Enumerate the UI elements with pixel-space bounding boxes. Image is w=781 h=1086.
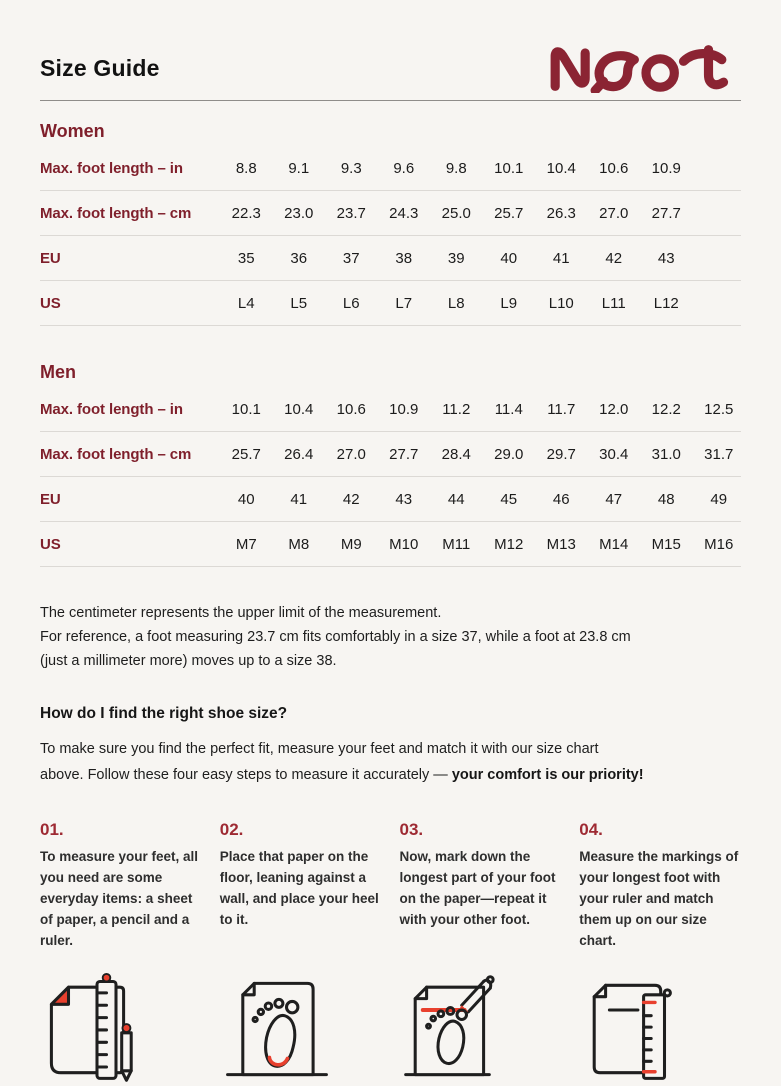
size-cell: M16 <box>704 535 734 553</box>
row-label: EU <box>40 249 61 267</box>
naot-logo-wordmark <box>541 43 741 93</box>
size-cell: M7 <box>235 535 257 553</box>
size-cell: 28.4 <box>441 445 471 463</box>
size-cell: 40 <box>500 249 518 267</box>
size-cell: 12.5 <box>704 400 734 418</box>
row-cells <box>220 491 745 508</box>
row-cells <box>220 446 745 463</box>
men-heading: Men <box>40 362 76 382</box>
row-label: US <box>40 294 61 312</box>
women-section <box>40 121 741 326</box>
row-label: EU <box>40 490 61 508</box>
size-cell: 9.6 <box>393 159 415 177</box>
size-cell: M11 <box>442 535 471 553</box>
size-cell: 22.3 <box>231 204 261 222</box>
size-cell: 10.9 <box>389 400 419 418</box>
size-cell: 10.1 <box>494 159 524 177</box>
size-cell: 10.9 <box>651 159 681 177</box>
size-cell: L9 <box>500 294 518 312</box>
step-text: To measure your feet, all you need are some everyday items: a sheet of paper, a pencil and a ruler. <box>40 849 199 948</box>
size-cell: 44 <box>447 490 465 508</box>
step-2 <box>220 820 382 951</box>
size-cell: 31.7 <box>704 445 734 463</box>
size-row <box>40 281 741 326</box>
size-cell: 37 <box>342 249 360 267</box>
header-divider <box>40 100 741 101</box>
size-cell: L12 <box>653 294 679 312</box>
size-cell: 12.0 <box>599 400 629 418</box>
size-cell: 46 <box>552 490 570 508</box>
size-row <box>40 191 741 236</box>
size-cell: L5 <box>290 294 308 312</box>
size-cell: 25.7 <box>494 204 524 222</box>
size-cell: 43 <box>395 490 413 508</box>
ruler-match-icon <box>579 969 741 1086</box>
row-cells <box>220 401 745 418</box>
step-text: Now, mark down the longest part of your foot on the paper—repeat it with your other foot. <box>399 849 556 927</box>
howto-intro-bold: your comfort is our priority! <box>451 767 644 783</box>
size-cell: 41 <box>552 249 570 267</box>
size-cell: 9.3 <box>340 159 362 177</box>
step-number: 01. <box>40 820 64 839</box>
size-row <box>40 387 741 432</box>
size-cell: 42 <box>342 490 360 508</box>
size-cell: 9.1 <box>288 159 310 177</box>
row-label: Max. foot length – in <box>40 159 183 177</box>
step-text: Measure the markings of your longest foot with your ruler and match them up on our size chart. <box>579 849 739 948</box>
howto-heading: How do I find the right shoe size? <box>40 705 288 722</box>
row-label: US <box>40 535 61 553</box>
size-cell: 10.6 <box>336 400 366 418</box>
naot-logo <box>541 43 741 93</box>
size-cell: 10.1 <box>231 400 261 418</box>
howto-intro-line1: To make sure you find the perfect fit, measure your feet and match it with our size chart <box>40 741 599 757</box>
size-cell: 48 <box>657 490 675 508</box>
row-cells <box>220 250 693 267</box>
size-row <box>40 146 741 191</box>
women-heading: Women <box>40 121 105 141</box>
size-cell: 10.4 <box>284 400 314 418</box>
howto-intro-line2: above. Follow these four easy steps to measure it accurately — <box>40 767 452 783</box>
size-cell: 24.3 <box>389 204 419 222</box>
size-row <box>40 432 741 477</box>
step-1 <box>40 820 202 951</box>
size-cell: 35 <box>237 249 255 267</box>
howto-intro <box>40 736 741 788</box>
size-cell: 25.7 <box>231 445 261 463</box>
row-cells <box>220 295 693 312</box>
size-cell: 11.2 <box>442 400 471 418</box>
size-cell: 26.4 <box>284 445 314 463</box>
note-line: For reference, a foot measuring 23.7 cm fits comfortably in a size 37, while a foot at 23.8 cm <box>40 629 631 645</box>
size-cell: 49 <box>710 490 728 508</box>
size-cell: M13 <box>546 535 576 553</box>
size-cell: 23.0 <box>284 204 314 222</box>
size-cell: 47 <box>605 490 623 508</box>
size-cell: 25.0 <box>441 204 471 222</box>
step-number: 03. <box>399 820 424 839</box>
size-cell: 30.4 <box>599 445 629 463</box>
women-size-table <box>40 146 741 326</box>
paper-ruler-pencil-icon <box>40 969 202 1086</box>
size-cell: 42 <box>605 249 623 267</box>
size-cell: M15 <box>651 535 681 553</box>
step-number: 02. <box>219 820 244 839</box>
size-cell: 10.4 <box>546 159 576 177</box>
note-line: (just a millimeter more) moves up to a size 38. <box>40 653 337 669</box>
page-header <box>40 44 741 92</box>
size-cell: M10 <box>389 535 419 553</box>
size-cell: 27.0 <box>336 445 366 463</box>
size-cell: L8 <box>447 294 465 312</box>
men-section <box>40 362 741 567</box>
row-cells <box>220 160 693 177</box>
size-cell: 38 <box>395 249 413 267</box>
size-row <box>40 477 741 522</box>
size-cell: M8 <box>288 535 310 553</box>
steps-row <box>40 820 741 951</box>
note-paragraph <box>40 601 741 673</box>
size-cell: 29.7 <box>546 445 576 463</box>
row-label: Max. foot length – cm <box>40 204 192 222</box>
mark-foot-pencil-icon <box>400 969 562 1086</box>
men-size-table <box>40 387 741 567</box>
size-cell: 8.8 <box>235 159 257 177</box>
step-text: Place that paper on the floor, leaning against a wall, and place your heel to it. <box>219 849 379 927</box>
note-line: The centimeter represents the upper limit of the measurement. <box>40 605 442 621</box>
size-cell: 27.7 <box>389 445 419 463</box>
size-cell: L10 <box>548 294 574 312</box>
size-row <box>40 522 741 567</box>
size-cell: 40 <box>237 490 255 508</box>
size-cell: 23.7 <box>336 204 366 222</box>
step-icons-row <box>40 969 741 1086</box>
page-title: Size Guide <box>40 54 160 81</box>
row-cells <box>220 205 693 222</box>
size-cell: 12.2 <box>651 400 681 418</box>
size-cell: 27.7 <box>651 204 681 222</box>
size-cell: L4 <box>237 294 255 312</box>
size-cell: 36 <box>290 249 308 267</box>
size-cell: 39 <box>447 249 465 267</box>
size-cell: 29.0 <box>494 445 524 463</box>
size-cell: 27.0 <box>599 204 629 222</box>
size-cell: 11.4 <box>494 400 523 418</box>
step-3 <box>400 820 562 951</box>
size-cell: 11.7 <box>547 400 576 418</box>
size-row <box>40 236 741 281</box>
step-number: 04. <box>579 820 603 839</box>
size-cell: 31.0 <box>651 445 681 463</box>
row-cells <box>220 536 745 553</box>
size-cell: L6 <box>342 294 360 312</box>
step-4 <box>579 820 741 951</box>
size-cell: 41 <box>290 490 308 508</box>
size-cell: 9.8 <box>445 159 467 177</box>
size-cell: M9 <box>340 535 362 553</box>
size-cell: L7 <box>395 294 413 312</box>
row-label: Max. foot length – in <box>40 400 183 418</box>
paper-footprint-icon <box>220 969 382 1086</box>
size-cell: M12 <box>494 535 524 553</box>
size-cell: 43 <box>657 249 675 267</box>
size-cell: 26.3 <box>546 204 576 222</box>
size-cell: L11 <box>601 294 626 312</box>
size-cell: 45 <box>500 490 518 508</box>
size-cell: 10.6 <box>599 159 629 177</box>
row-label: Max. foot length – cm <box>40 445 192 463</box>
size-cell: M14 <box>599 535 629 553</box>
